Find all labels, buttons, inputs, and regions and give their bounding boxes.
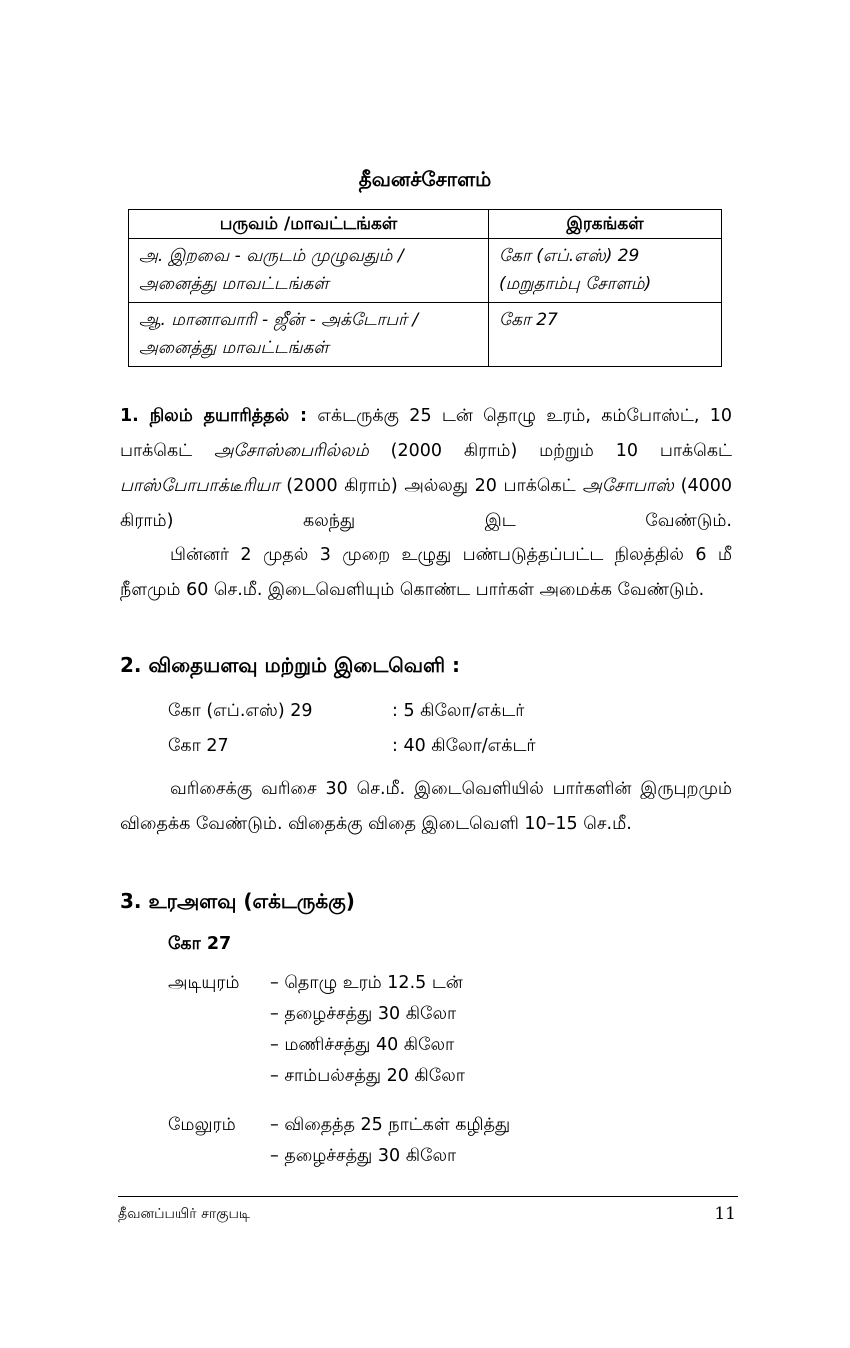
biofertilizer-name: அசோஸ்பைரில்லம் (213, 441, 369, 461)
section-ridge-forming (120, 538, 732, 608)
top-dressing-item: – விதைத்த 25 நாட்கள் கழித்து (270, 1115, 511, 1135)
table-header-season: பருவம் /மாவட்டங்கள் (129, 210, 489, 239)
table-cell-season (129, 303, 489, 367)
fertilizer-variety: கோ 27 (168, 934, 232, 954)
basal-item: – மணிச்சத்து 40 கிலோ (270, 1035, 455, 1055)
page-title: தீவனச்சோளம் (358, 167, 492, 191)
fertilizer-heading: 3. உரஅளவு (எக்டருக்கு) (120, 889, 355, 913)
seed-rate-variety: கோ 27 (168, 736, 229, 756)
variety-line: கோ 27 (499, 310, 558, 330)
seed-rate-heading: 2. விதையளவு மற்றும் இடைவெளி : (120, 653, 461, 677)
ridge-forming-paragraph: பின்னர் 2 முதல் 3 முறை உழுது பண்படுத்தப்பட்ட நிலத்தில் 6 மீ நீளமும் 60 செ.மீ. இடைவெளியும் கொண்ட பார்கள் அமைக்க வேண்டும். (120, 545, 732, 600)
land-preparation-paragraph (120, 399, 732, 539)
seed-rate-value: : 5 கிலோ/எக்டர் (392, 701, 525, 721)
table-cell-variety (489, 303, 722, 367)
basal-item: – தொழு உரம் 12.5 டன் (270, 973, 463, 993)
variety-line: கோ (எப்.எஸ்) 29 (499, 246, 640, 266)
basal-item: – சாம்பல்சத்து 20 கிலோ (270, 1066, 465, 1086)
table-row (129, 303, 722, 367)
season-line: அ. இறவை - வருடம் முழுவதும் / (139, 246, 404, 266)
table-header-variety: இரகங்கள் (489, 210, 722, 239)
season-line: ஆ. மானாவாரி - ஜீன் - அக்டோபர் / (139, 310, 419, 330)
biofertilizer-name: பாஸ்போபாக்டீரியா (120, 476, 280, 496)
season-variety-table (128, 209, 722, 367)
paragraph-text: (4000 கிராம்) கலந்து இட வேண்டும். (120, 476, 732, 531)
footer-book-title: தீவனப்பயிர் சாகுபடி (118, 1206, 251, 1222)
table-row (129, 239, 722, 303)
seed-rate-variety: கோ (எப்.எஸ்) 29 (168, 701, 313, 721)
paragraph-text: எக்டருக்கு 25 டன் தொழு உரம், கம்போஸ்ட், 10 பாக்கெட் (120, 406, 733, 461)
footer-divider (118, 1196, 738, 1197)
season-line: அனைத்து மாவட்டங்கள் (139, 338, 329, 358)
variety-line: (மறுதாம்பு சோளம்) (499, 274, 652, 294)
spacing-paragraph: வரிசைக்கு வரிசை 30 செ.மீ. இடைவெளியில் பார்களின் இருபுறமும் விதைக்க வேண்டும். விதைக்கு விதை இடைவெளி 10–15 செ.மீ. (120, 779, 732, 834)
basal-item: – தழைச்சத்து 30 கிலோ (270, 1004, 457, 1024)
top-dressing-label: மேலுரம் (168, 1115, 236, 1135)
paragraph-text: (2000 கிராம்) மற்றும் 10 பாக்கெட் (368, 441, 732, 461)
seed-rate-value: : 40 கிலோ/எக்டர் (392, 736, 536, 756)
top-dressing-item: – தழைச்சத்து 30 கிலோ (270, 1146, 457, 1166)
section-spacing (120, 772, 732, 842)
table-cell-season (129, 239, 489, 303)
section-land-preparation (120, 399, 732, 539)
basal-label: அடியுரம் (168, 973, 240, 993)
land-preparation-lead: 1. நிலம் தயாரித்தல் : (120, 406, 307, 426)
paragraph-text: (2000 கிராம்) அல்லது 20 பாக்கெட் (279, 476, 583, 496)
season-line: அனைத்து மாவட்டங்கள் (139, 274, 329, 294)
biofertilizer-name: அசோபாஸ் (582, 476, 674, 496)
page-number: 11 (714, 1204, 736, 1224)
table-header-row (129, 210, 722, 239)
table-cell-variety (489, 239, 722, 303)
